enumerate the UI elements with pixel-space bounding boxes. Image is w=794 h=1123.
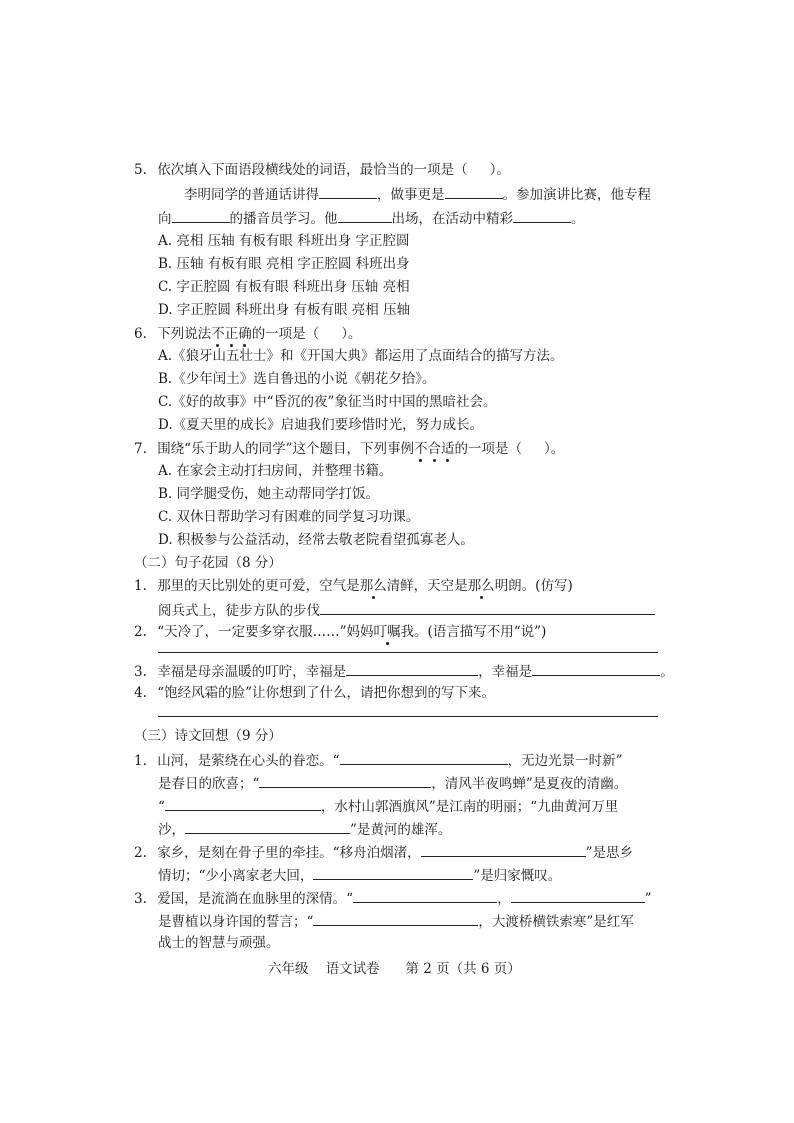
s4-line: 4. “饱经风霜的脸”让你想到了什么，请把你想到的写下来。 [134,685,495,701]
fill-blank[interactable] [338,208,392,223]
q7-option-b[interactable]: B. 同学腿受伤，她主动帮同学打饭。 [158,486,380,502]
s1-line2: 阅兵式上，徒步方队的步伐 [158,600,655,620]
p3-line2: 是曹植以身许国的誓言；“ ，大渡桥横铁索寒”是红军 [158,911,634,931]
fill-blank[interactable] [353,888,497,903]
p3-line3: 战士的智慧与顽强。 [158,935,280,951]
fill-blank[interactable] [445,184,503,199]
emphasis-char: 正 [224,326,239,342]
fill-blank[interactable] [172,208,230,223]
p1-line3: “ ，水村山郭酒旗风”是江南的明丽；“九曲黄河万里 [158,796,618,816]
fill-blank[interactable] [313,911,478,926]
emphasis-char: 不 [211,326,225,342]
answer-line[interactable] [158,652,658,653]
q5-option-b[interactable]: B. 压轴 有板有眼 亮相 字正腔圆 科班出身 [158,256,410,272]
emphasis-char: 确 [238,326,252,342]
fill-blank[interactable] [340,750,508,765]
q7-number: 7. [134,441,147,457]
s3-line: 3. 幸福是母亲温暖的叮咛，幸福是 ，幸福是 。 [134,661,674,681]
answer-blank[interactable] [522,439,544,453]
fill-blank[interactable] [259,773,431,788]
q6-option-a[interactable]: A.《狼牙山五壮士》和《开国大典》都运用了点面结合的描写方法。 [158,348,564,364]
fill-blank[interactable] [165,796,321,811]
emphasis-char: 合 [427,441,441,457]
q7-option-a[interactable]: A. 在家会主动打扫房间，并整理书籍。 [158,463,393,479]
fill-blank[interactable] [513,208,571,223]
fill-blank[interactable] [313,865,473,880]
fill-blank[interactable] [319,184,377,199]
s1-line1: 1. 那里的天比别处的更可爱，空气是那么清鲜，天空是那么明朗。(仿写) [134,578,573,594]
p1-line4: 沙， ”是黄河的雄浑。 [158,819,451,839]
emphasis-word: 那么 [359,578,387,594]
q5-passage-line1: 李明同学的普通话讲得 ，做事更是 。参加演讲比赛，他专程 [184,184,651,204]
q5-passage-line2: 向 的播音员学习。他 出场，在活动中精彩 。 [158,208,585,228]
q5-stem: 5. 依次填入下面语段横线处的词语，最恰当的一项是（ ）。 [134,162,510,178]
q6-stem: 6. 下列说法不正确的一项是（ ）。 [134,326,362,342]
emphasis-char: 适 [441,441,455,457]
answer-blank[interactable] [319,324,341,338]
fill-blank[interactable] [346,661,478,676]
q6-number: 6. [134,326,147,342]
q7-option-d[interactable]: D. 积极参与公益活动，经常去敬老院看望孤寡老人。 [158,532,474,548]
fill-blank[interactable] [185,819,350,834]
section2-heading: （二）句子花园（8 分） [134,555,282,571]
q5-option-a[interactable]: A. 亮相 压轴 有板有眼 科班出身 字正腔圆 [158,233,410,249]
q6-option-d[interactable]: D.《夏天里的成长》启迪我们要珍惜时光，努力成长。 [158,417,484,433]
q6-option-c[interactable]: C.《好的故事》中“昏沉的夜”象征当时中国的黑暗社会。 [158,394,497,410]
p3-line1: 3. 爱国，是流淌在血脉里的深情。“ ， ” [134,888,652,908]
emphasis-word: 那么 [467,578,495,594]
fill-blank[interactable] [421,842,586,857]
q7-stem: 7. 围绕“乐于助人的同学”这个题目，下列事例不合适的一项是（ ）。 [134,441,565,457]
q5-option-d[interactable]: D. 字正腔圆 科班出身 有板有眼 亮相 压轴 [158,302,411,318]
q5-number: 5. [134,162,147,178]
p2-line2: 情切；“少小离家老大回， ”是归家慨叹。 [158,865,561,885]
emphasis-word: 叮嘱 [373,624,401,640]
page-footer: 六年级 语文试卷 第 2 页（共 6 页） [268,961,521,977]
p1-line2: 是春日的欣喜；“ ，清风半夜鸣蝉”是夏夜的清幽。 [158,773,627,793]
s2-line1: 2. “天冷了，一定要多穿衣服……”妈妈叮嘱我。(语言描写不用“说”) [134,624,547,640]
fill-blank[interactable] [532,661,660,676]
answer-line[interactable] [320,600,655,615]
q5-option-c[interactable]: C. 字正腔圆 有板有眼 科班出身 压轴 亮相 [158,279,410,295]
answer-line[interactable] [158,716,658,717]
q6-option-b[interactable]: B.《少年闰土》选自鲁迅的小说《朝花夕拾》。 [158,371,436,387]
section3-heading: （三）诗文回想（9 分） [134,728,282,744]
p1-line1: 1. 山河，是萦绕在心头的眷恋。“ ，无边光景一时新” [134,750,623,770]
p2-line1: 2. 家乡，是刻在骨子里的牵挂。“移舟泊烟渚， ”是思乡 [134,842,633,862]
q7-option-c[interactable]: C. 双休日帮助学习有困难的同学复习功课。 [158,509,420,525]
emphasis-char: 不 [414,441,428,457]
fill-blank[interactable] [511,888,645,903]
answer-blank[interactable] [468,160,490,174]
